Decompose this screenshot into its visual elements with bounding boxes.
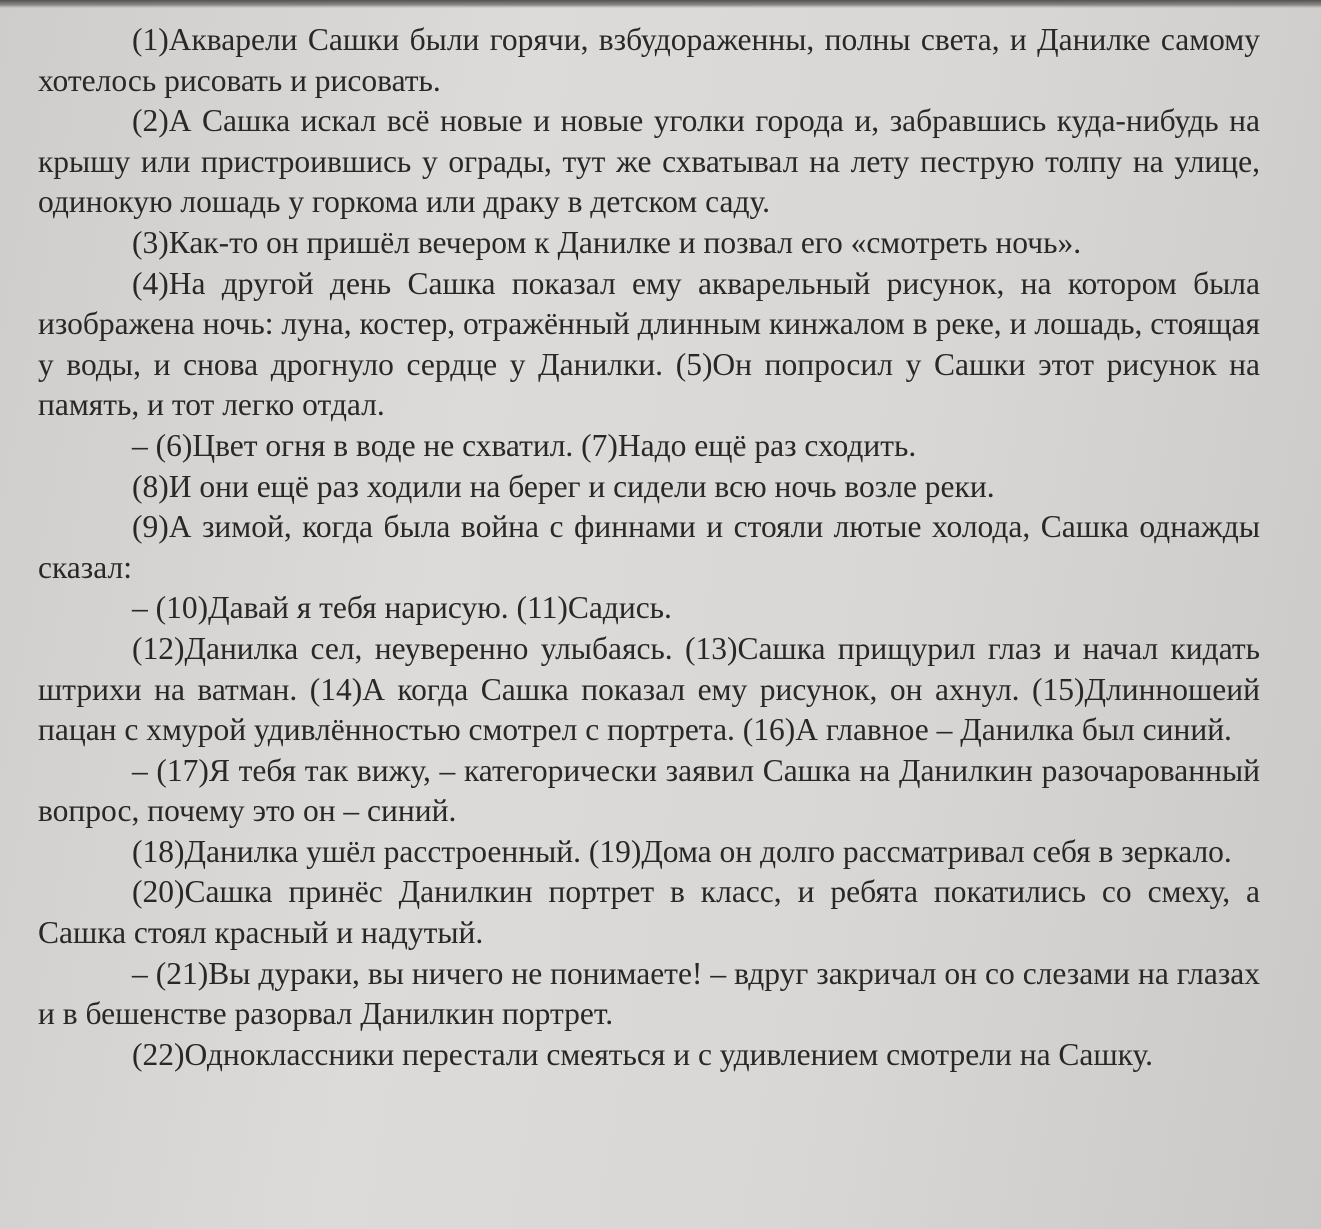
paragraph-11: (18)Данилка ушёл расстроенный. (19)Дома он долго рассматривал себя в зеркало. (132, 833, 1232, 869)
paragraph-5: – (6)Цвет огня в воде не схватил. (7)Надо ещё раз сходить. (132, 427, 917, 463)
paragraph-6: (8)И они ещё раз ходили на берег и сидели всю ночь возле реки. (132, 468, 995, 504)
paragraph-9: (12)Данилка сел, неуверенно улыбаясь. (13)Сашка прищурил глаз и начал кидать штрихи на ватман. (14)А когда Сашка показал ему рисунок, он ахнул. (15)Длинношеий пацан с хмурой удивлённостью смотрел с портрета. (16)А главное – Данилка был синий. (38, 630, 1260, 748)
paragraph-7: (9)А зимой, когда была война с финнами и стояли лютые холода, Сашка однажды сказал: (38, 509, 1260, 585)
paragraph-2: (2)А Сашка искал всё новые и новые уголки города и, забравшись куда-нибудь на крышу или пристроившись у ограды, тут же схватывал на лету пеструю толпу на улице, одинокую лошадь у горкома или драку в детском саду. (38, 103, 1260, 220)
paragraph-10: – (17)Я тебя так вижу, – категорически заявил Сашка на Данилкин разочарованный вопрос, почему это он – синий. (38, 752, 1260, 829)
page-top-shadow (0, 0, 1321, 8)
document-page (38, 20, 1260, 1220)
paragraph-4: (4)На другой день Сашка показал ему акварельный рисунок, на котором была изображена ночь: луна, костер, отражённый длинным кинжалом в реке, и лошадь, стоящая у воды, и снова дрогнуло сердце у Данилки. (5)Он попросил у Сашки этот рисунок на память, и тот легко отдал. (38, 265, 1260, 423)
paragraph-13: – (21)Вы дураки, вы ничего не понимаете! – вдруг закричал он со слезами на глазах и в бешенстве разорвал Данилкин портрет. (38, 955, 1260, 1032)
paragraph-3: (3)Как-то он пришёл вечером к Данилке и позвал его «смотреть ночь». (132, 224, 1082, 260)
paragraph-14: (22)Одноклассники перестали смеяться и с удивлением смотрели на Сашку. (132, 1036, 1153, 1072)
paragraph-12: (20)Сашка принёс Данилкин портрет в класс, и ребята покатились со смеху, а Сашка стоял красный и надутый. (38, 874, 1260, 951)
paragraph-8: – (10)Давай я тебя нарисую. (11)Садись. (132, 590, 672, 626)
paragraph-1: (1)Акварели Сашки были горячи, взбудораженны, полны света, и Данилке самому хотелось рисовать и рисовать. (38, 22, 1260, 98)
